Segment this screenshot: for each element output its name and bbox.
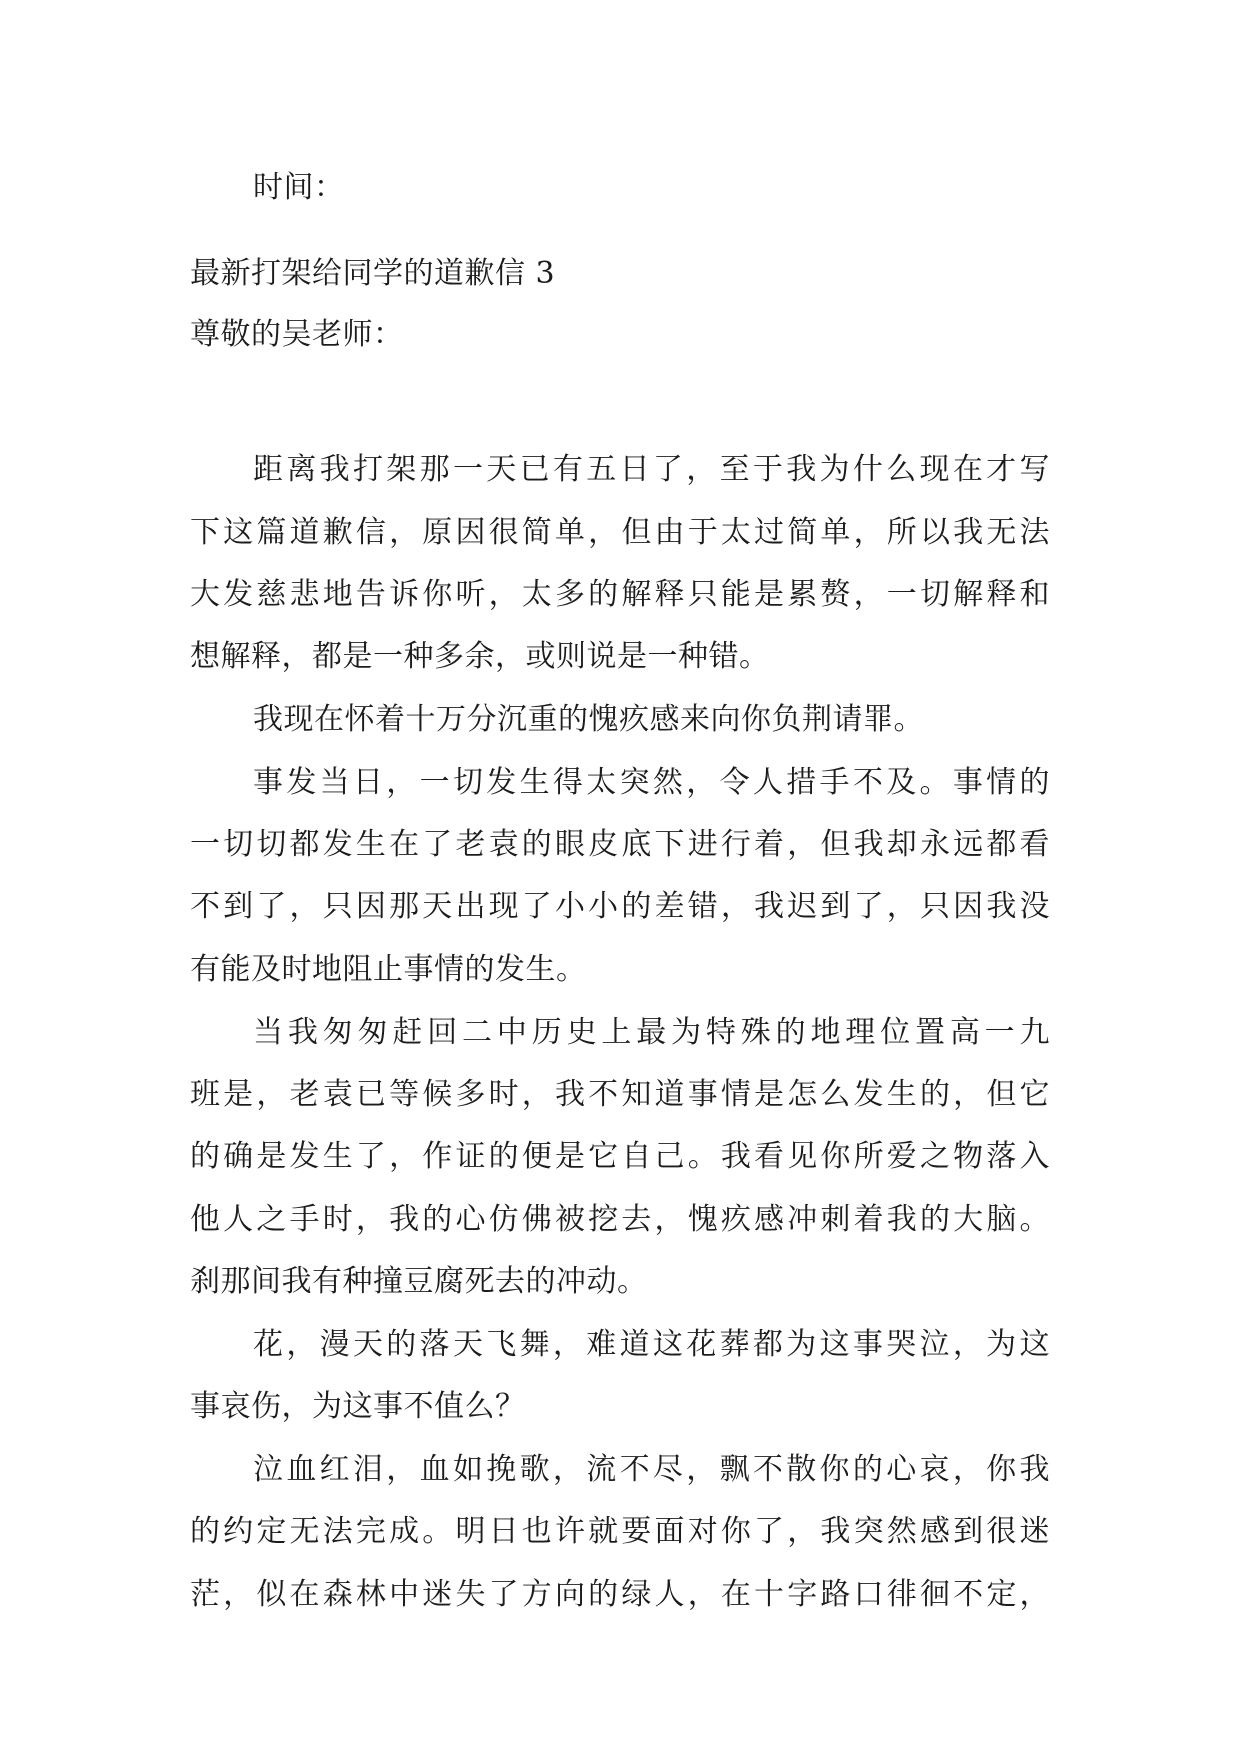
paragraph-line: 不到了，只因那天出现了小小的差错，我迟到了，只因我没	[190, 889, 1050, 924]
paragraph-line: 班是，老袁已等候多时，我不知道事情是怎么发生的，但它	[190, 1077, 1050, 1112]
paragraph-line: 事发当日，一切发生得太突然，令人措手不及。事情的	[253, 765, 1050, 800]
paragraph-line: 茫，似在森林中迷失了方向的绿人，在十字路口徘徊不定，	[190, 1577, 1050, 1612]
paragraph-line: 我现在怀着十万分沉重的愧疚感来向你负荆请罪。	[253, 702, 924, 737]
paragraph-line: 刹那间我有种撞豆腐死去的冲动。	[190, 1264, 648, 1299]
paragraph-line: 一切切都发生在了老袁的眼皮底下进行着，但我却永远都看	[190, 827, 1050, 862]
paragraph-line: 距离我打架那一天已有五日了，至于我为什么现在才写	[253, 452, 1050, 487]
paragraph-line: 事哀伤，为这事不值么？	[190, 1389, 526, 1424]
paragraph-line: 当我匆匆赶回二中历史上最为特殊的地理位置高一九	[253, 1015, 1050, 1050]
paragraph-line: 他人之手时，我的心仿佛被挖去，愧疚感冲刺着我的大脑。	[190, 1202, 1050, 1237]
paragraph-line: 泣血红泪，血如挽歌，流不尽，飘不散你的心哀，你我	[253, 1452, 1050, 1487]
paragraph-line: 的约定无法完成。明日也许就要面对你了，我突然感到很迷	[190, 1514, 1050, 1549]
salutation: 尊敬的吴老师：	[190, 317, 404, 352]
time-label: 时间：	[253, 170, 345, 205]
paragraph-line: 花，漫天的落天飞舞，难道这花葬都为这事哭泣，为这	[253, 1327, 1050, 1362]
paragraph-line: 大发慈悲地告诉你听，太多的解释只能是累赘，一切解释和	[190, 577, 1050, 612]
paragraph-line: 下这篇道歉信，原因很简单，但由于太过简单，所以我无法	[190, 515, 1050, 550]
paragraph-line: 的确是发生了，作证的便是它自己。我看见你所爱之物落入	[190, 1139, 1050, 1174]
paragraph-line: 想解释，都是一种多余，或则说是一种错。	[190, 639, 770, 674]
letter-title: 最新打架给同学的道歉信 3	[190, 256, 556, 291]
paragraph-line: 有能及时地阻止事情的发生。	[190, 952, 587, 987]
